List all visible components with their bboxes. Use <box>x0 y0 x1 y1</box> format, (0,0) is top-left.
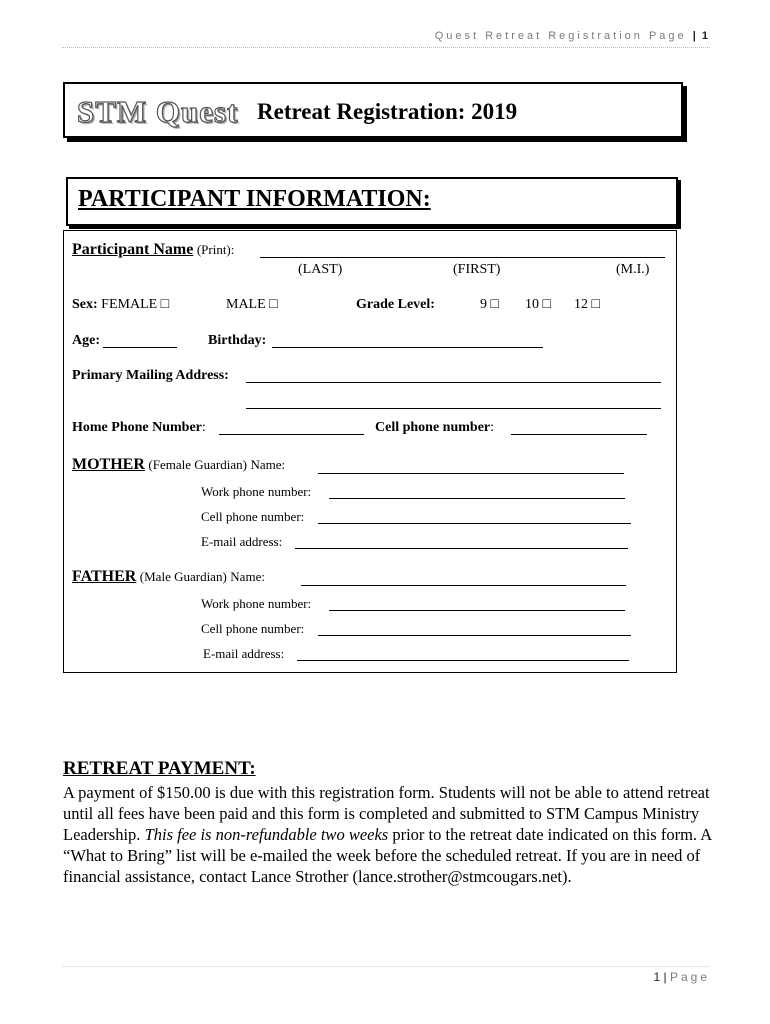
footer-divider <box>62 966 710 967</box>
last-name-caption: (LAST) <box>298 262 343 277</box>
payment-text-part-1: A payment of $150.00 is due with this registration form. Students will not be able to attend retreat until all fees have been paid and this form is completed and submitted to STM Campus Ministry Leadership. <box>63 783 710 844</box>
header-divider <box>62 47 710 48</box>
father-cell-phone-label: Cell phone number: <box>201 621 305 636</box>
grade-10-label: 10 <box>525 297 539 312</box>
header-page-number: 1 <box>701 30 708 42</box>
retreat-payment-text <box>63 782 723 887</box>
mother-name-label: Name: <box>250 457 286 472</box>
header-separator: | <box>692 30 696 42</box>
female-option-label: FEMALE <box>101 297 158 312</box>
footer-separator: | <box>663 970 667 984</box>
mother-work-phone-field[interactable] <box>329 484 625 499</box>
grade-10-option <box>525 297 551 313</box>
participant-name-label: Participant Name <box>72 241 194 258</box>
father-email-label: E-mail address: <box>203 646 285 661</box>
grade-12-option <box>574 297 600 313</box>
print-label: (Print): <box>196 242 235 257</box>
age-field[interactable] <box>103 333 177 348</box>
participant-name-field[interactable] <box>260 243 665 258</box>
mother-guardian-note: (Female Guardian) <box>148 457 247 472</box>
grade-12-label: 12 <box>574 297 588 312</box>
participant-section-header <box>66 177 678 226</box>
mailing-address-field-1[interactable] <box>246 368 661 383</box>
mother-cell-phone-label: Cell phone number: <box>201 509 305 524</box>
father-work-phone-label: Work phone number: <box>201 596 312 611</box>
mailing-address-field-2[interactable] <box>246 394 661 409</box>
father-cell-phone-field[interactable] <box>318 621 631 636</box>
male-option-label: MALE <box>226 297 266 312</box>
title-box <box>63 82 683 138</box>
stm-quest-logo: STM Quest <box>77 94 239 129</box>
page-footer <box>653 970 710 984</box>
grade-9-option <box>480 297 499 313</box>
father-name-field[interactable] <box>301 571 626 586</box>
home-phone-label: Home Phone Number <box>72 420 202 435</box>
first-name-caption: (FIRST) <box>453 262 501 277</box>
cell-phone-field[interactable] <box>511 420 647 435</box>
sex-row <box>72 297 169 313</box>
birthday-label: Birthday: <box>208 333 267 348</box>
section-title: PARTICIPANT INFORMATION: <box>78 186 431 212</box>
mother-email-field[interactable] <box>295 534 628 549</box>
mother-work-phone-label: Work phone number: <box>201 484 312 499</box>
age-label: Age: <box>72 333 100 348</box>
grade-10-checkbox[interactable]: □ <box>542 297 551 312</box>
father-row <box>72 568 265 586</box>
mailing-address-label: Primary Mailing Address: <box>72 368 229 383</box>
participant-name-row <box>72 241 234 259</box>
male-checkbox[interactable]: □ <box>269 297 278 312</box>
payment-text-part-2: prior to the retreat date indicated on this form. A “What to Bring” list will be e-mailed the week before the scheduled retreat. If you are in need of financial assistance, contact Lance Strother (lance.strother@stmcougars.net). <box>63 825 712 886</box>
participant-info-box <box>63 230 677 673</box>
grade-12-checkbox[interactable]: □ <box>591 297 600 312</box>
father-email-field[interactable] <box>297 646 629 661</box>
mother-email-label: E-mail address: <box>201 534 283 549</box>
running-header <box>435 30 708 42</box>
retreat-payment-heading: RETREAT PAYMENT: <box>63 758 256 779</box>
father-guardian-note: (Male Guardian) <box>139 569 227 584</box>
cell-phone-row <box>375 420 494 436</box>
father-work-phone-field[interactable] <box>329 596 625 611</box>
mother-row <box>72 456 285 474</box>
cell-phone-colon: : <box>490 420 495 435</box>
home-phone-row <box>72 420 206 436</box>
female-checkbox[interactable]: □ <box>160 297 170 312</box>
footer-page-word: Page <box>669 970 710 984</box>
home-phone-colon: : <box>201 420 206 435</box>
mother-name-field[interactable] <box>318 459 624 474</box>
father-name-label: Name: <box>230 569 265 584</box>
running-title: Quest Retreat Registration Page <box>434 30 687 42</box>
mother-heading: MOTHER <box>72 456 145 473</box>
grade-9-label: 9 <box>480 297 487 312</box>
payment-text-italic: This fee is non-refundable two weeks <box>144 825 389 844</box>
sex-label: Sex: <box>72 297 98 312</box>
middle-initial-caption: (M.I.) <box>616 262 650 277</box>
footer-page-number: 1 <box>653 970 661 984</box>
male-option <box>226 297 278 313</box>
grade-9-checkbox[interactable]: □ <box>490 297 499 312</box>
grade-level-label: Grade Level: <box>356 297 435 312</box>
page-title: Retreat Registration: 2019 <box>257 99 518 124</box>
birthday-field[interactable] <box>272 333 543 348</box>
cell-phone-label: Cell phone number <box>375 420 491 435</box>
home-phone-field[interactable] <box>219 420 364 435</box>
mother-cell-phone-field[interactable] <box>318 509 631 524</box>
father-heading: FATHER <box>72 568 137 585</box>
